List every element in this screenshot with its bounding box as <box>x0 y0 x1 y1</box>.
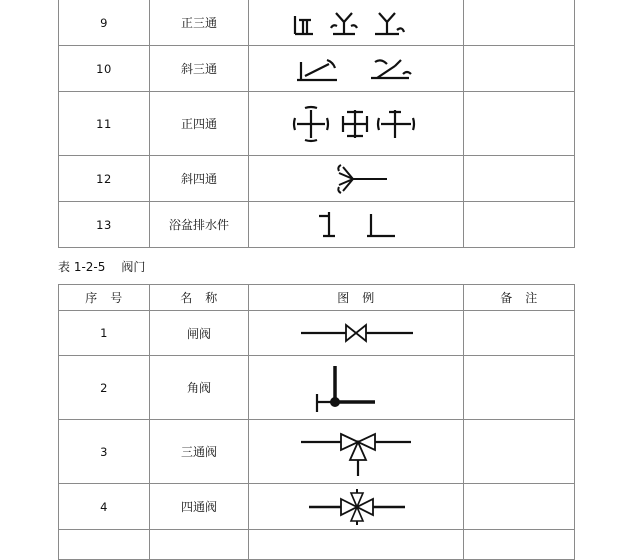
row-symbol <box>249 46 464 92</box>
row-note <box>464 311 575 356</box>
table-row <box>59 420 575 484</box>
row-name: 正三通 <box>150 0 249 46</box>
table-row <box>59 356 575 420</box>
row-number: 3 <box>59 420 150 484</box>
row-symbol <box>249 92 464 156</box>
table-row <box>59 311 575 356</box>
row-name <box>150 530 249 560</box>
row-name: 正四通 <box>150 92 249 156</box>
row-symbol <box>249 202 464 248</box>
caption-title: 阀门 <box>121 260 146 274</box>
gate-valve-icon <box>291 321 421 345</box>
row-note <box>464 46 575 92</box>
row-symbol <box>249 484 464 530</box>
row-name: 角阀 <box>150 356 249 420</box>
header-name: 名 称 <box>150 285 249 311</box>
row-number: 11 <box>59 92 150 156</box>
table-row <box>59 484 575 530</box>
row-number: 10 <box>59 46 150 92</box>
table-header-row <box>59 285 575 311</box>
row-number <box>59 530 150 560</box>
row-symbol <box>249 311 464 356</box>
row-note <box>464 420 575 484</box>
three-way-valve-icon <box>291 426 421 478</box>
header-number: 序 号 <box>59 285 150 311</box>
row-number: 9 <box>59 0 150 46</box>
row-name: 四通阀 <box>150 484 249 530</box>
four-way-valve-icon <box>291 487 421 527</box>
row-symbol <box>249 420 464 484</box>
header-note: 备 注 <box>464 285 575 311</box>
table-row <box>59 0 575 46</box>
caption-label: 表 1-2-5 <box>58 260 106 274</box>
row-symbol <box>249 356 464 420</box>
table-caption <box>58 258 145 275</box>
bathtub-drain-icon <box>291 208 421 242</box>
cross-fitting-icon <box>291 104 421 144</box>
row-number: 1 <box>59 311 150 356</box>
row-symbol <box>249 156 464 202</box>
table-row <box>59 530 575 560</box>
fittings-table <box>58 0 575 248</box>
table-row <box>59 46 575 92</box>
row-note <box>464 92 575 156</box>
row-symbol <box>249 0 464 46</box>
row-number: 12 <box>59 156 150 202</box>
table-row <box>59 92 575 156</box>
row-number: 13 <box>59 202 150 248</box>
row-number: 2 <box>59 356 150 420</box>
header-symbol: 图 例 <box>249 285 464 311</box>
table-row <box>59 156 575 202</box>
row-name: 斜四通 <box>150 156 249 202</box>
row-note <box>464 530 575 560</box>
row-name: 闸阀 <box>150 311 249 356</box>
row-name: 斜三通 <box>150 46 249 92</box>
oblique-cross-fitting-icon <box>291 161 421 197</box>
row-symbol <box>249 530 464 560</box>
row-note <box>464 484 575 530</box>
row-note <box>464 202 575 248</box>
valves-table <box>58 284 575 560</box>
row-note <box>464 156 575 202</box>
row-name: 三通阀 <box>150 420 249 484</box>
row-note <box>464 0 575 46</box>
tee-fitting-icon <box>291 8 421 38</box>
row-name: 浴盆排水件 <box>150 202 249 248</box>
angle-valve-icon <box>291 360 421 416</box>
table-row <box>59 202 575 248</box>
oblique-tee-fitting-icon <box>291 54 421 84</box>
row-note <box>464 356 575 420</box>
row-number: 4 <box>59 484 150 530</box>
